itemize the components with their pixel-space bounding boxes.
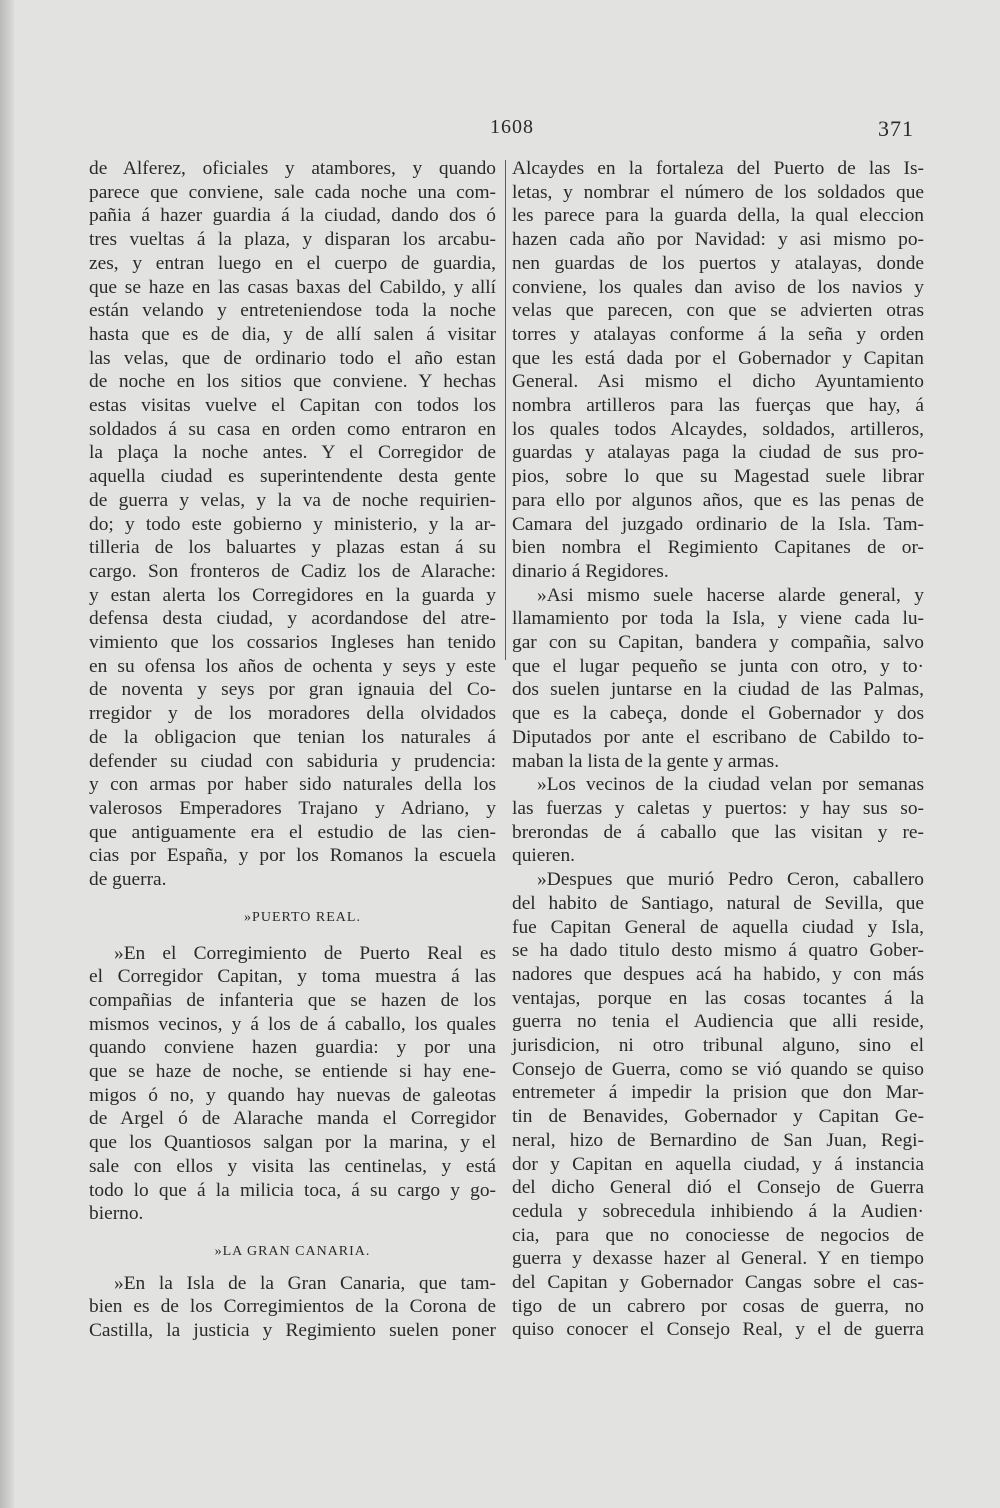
text-line: nen guardas de los puertos y atalayas, donde	[512, 252, 924, 274]
text-line: bien nombra el Regimiento Capitanes de or-	[512, 537, 924, 559]
text-line: guerra y dexasse hazer al General. Y en tiempo	[512, 1248, 924, 1270]
text-line: »En el Corregimiento de Puerto Real es	[114, 942, 496, 964]
text-line: dinario á Regidores.	[512, 560, 669, 582]
text-line: fue Capitan General de aquella ciudad y Isla,	[512, 916, 924, 938]
text-line: las velas, que de ordinario todo el año estan	[89, 347, 496, 369]
text-line: de noventa y seys por gran ignauia del Co-	[89, 679, 496, 701]
text-line: maban la lista de la gente y armas.	[512, 750, 780, 772]
text-line: están velando y entreteniendose toda la noche	[89, 300, 496, 322]
text-line: tin de Benavides, Gobernador y Capitan Ge-	[512, 1106, 924, 1128]
text-line: neral, hizo de Bernardino de San Juan, Regi-	[512, 1129, 924, 1151]
text-line: letas, y nombrar el número de los soldados que	[512, 181, 924, 203]
text-line: sale con ellos y visita las centinelas, y está	[89, 1155, 496, 1177]
text-line: brerondas de á caballo que las visitan y re-	[512, 821, 924, 843]
text-line: los quales todos Alcaydes, soldados, artilleros,	[512, 418, 924, 440]
text-line: y con armas por haber sido naturales della los	[89, 774, 496, 796]
running-header-year: 1608	[490, 116, 534, 138]
text-line: Diputados por ante el escribano de Cabildo to-	[512, 726, 924, 748]
text-line: que los Quantiosos salgan por la marina, y el	[89, 1132, 496, 1154]
text-line: que les está dada por el Gobernador y Capitan	[512, 347, 924, 369]
text-line: tigo de un cabrero por cosas de guerra, no	[512, 1295, 924, 1317]
text-line: conviene, los quales dan aviso de los navios y	[512, 276, 924, 298]
text-line: parece que conviene, sale cada noche una com-	[89, 181, 496, 203]
text-line: compañias de infanteria que se hazen de los	[89, 989, 496, 1011]
text-line: aquella ciudad es superintendente desta gente	[89, 466, 496, 488]
left-column	[89, 157, 496, 1343]
text-line: dor y Capitan en aquella ciudad, y á instancia	[512, 1153, 924, 1175]
text-line: les parece para la guarda della, la qual eleccion	[512, 205, 924, 227]
text-line: de Alferez, oficiales y atambores, y quando	[89, 158, 496, 179]
text-line: de Argel ó de Alarache manda el Corregidor	[89, 1108, 496, 1130]
text-line: se ha dado titulo desto mismo á quatro Gober-	[512, 940, 924, 962]
paragraph	[89, 157, 496, 892]
text-line: del habito de Santiago, natural de Sevilla, que	[512, 892, 924, 914]
text-line: valerosos Emperadores Trajano y Adriano, y	[89, 797, 496, 819]
text-line: que el lugar pequeño se junta con otro, y to·	[512, 655, 924, 677]
text-line: tilleria de los baluartes y plazas estan á su	[89, 537, 496, 559]
text-line: »Los vecinos de la ciudad velan por semanas	[537, 774, 924, 796]
text-line: gar con su Capitan, bandera y compañia, salvo	[512, 632, 924, 654]
text-line: guerra no tenia el Audiencia que alli reside,	[512, 1011, 924, 1033]
text-line: velas que parecen, con que se advierten otras	[512, 300, 924, 322]
text-line: Castilla, la justicia y Regimiento suelen poner	[89, 1320, 496, 1342]
text-line: pañia á hazer guardia á la ciudad, dando dos ó	[89, 205, 496, 227]
section-heading-puerto-real: »PUERTO REAL.	[244, 909, 361, 925]
text-line: Consejo de Guerra, como se vió quando se quiso	[512, 1058, 924, 1080]
text-line: y estan alerta los Corregidores en la guarda y	[89, 584, 496, 606]
text-line: que antiguamente era el estudio de las cien-	[89, 821, 496, 843]
text-line: torres y atalayas conforme á la seña y orden	[512, 323, 924, 345]
text-line: Camara del juzgado ordinario de la Isla. Tam-	[512, 513, 924, 535]
text-line: hasta que es de dia, y de allí salen á visitar	[89, 323, 496, 345]
text-line: del dicho General dió el Consejo de Guerra	[512, 1177, 924, 1199]
text-line: cedula y sobrecedula inhibiendo á la Audien·	[512, 1200, 924, 1222]
text-line: defensa desta ciudad, y acordandose del atre-	[89, 608, 496, 630]
text-line: do; y todo este gobierno y ministerio, y la ar-	[89, 513, 496, 535]
text-line: de guerra y velas, y la va de noche requirien-	[89, 489, 496, 511]
text-line: hazen cada año por Navidad: y asi mismo po-	[512, 229, 924, 251]
text-line: de noche en los sitios que conviene. Y hechas	[89, 371, 496, 393]
text-line: bierno.	[89, 1203, 144, 1225]
text-line: en su ofensa los años de ochenta y seys y este	[89, 655, 496, 677]
text-line: nombra artilleros para las fuerças que hay, á	[512, 395, 924, 417]
text-line: »En la Isla de la Gran Canaria, que tam-	[114, 1272, 496, 1294]
text-line: defender su ciudad con sabiduria y prudencia:	[89, 750, 496, 772]
paragraph	[89, 942, 496, 1226]
text-line: del Capitan y Gobernador Cangas sobre el cas-	[512, 1272, 924, 1294]
text-line: »Despues que murió Pedro Ceron, caballero	[537, 869, 924, 891]
text-line: zes, y entran luego en el cuerpo de guardia,	[89, 252, 496, 274]
text-line: de la obligacion que tenian los naturales á	[89, 726, 496, 748]
text-line: que es la cabeça, donde el Gobernador y dos	[512, 703, 924, 725]
right-column	[512, 157, 924, 1342]
text-line: vimiento que los cossarios Ingleses han tenido	[89, 632, 496, 654]
text-line: »Asi mismo suele hacerse alarde general, y	[537, 584, 924, 606]
text-line: estas visitas vuelve el Capitan con todos los	[89, 395, 496, 417]
text-line: entremeter á impedir la prision que don Mar-	[512, 1082, 924, 1104]
paragraph	[89, 1272, 496, 1343]
paragraph	[512, 868, 924, 1342]
paragraph	[512, 157, 924, 584]
paragraph	[512, 773, 924, 868]
text-line: Alcaydes en la fortaleza del Puerto de las Is-	[512, 158, 924, 179]
text-line: cargo. Son fronteros de Cadiz los de Alarache:	[89, 560, 496, 582]
section-heading-gran-canaria: »LA GRAN CANARIA.	[214, 1243, 371, 1259]
text-line: General. Asi mismo el dicho Ayuntamiento	[512, 371, 924, 393]
text-line: quieren.	[512, 845, 575, 867]
text-line: dos suelen juntarse en la ciudad de las Palmas,	[512, 679, 924, 701]
text-line: rregidor y de los moradores della olvidados	[89, 703, 496, 725]
text-line: pios, sobre lo que su Magestad suele librar	[512, 466, 924, 488]
text-line: para ello por algunos años, que es las penas de	[512, 489, 924, 511]
text-line: cias por España, y por los Romanos la escuela	[89, 845, 496, 867]
text-line: las fuerzas y caletas y puertos: y hay sus so-	[512, 797, 924, 819]
text-line: jurisdicion, ni otro tribunal alguno, sino el	[512, 1035, 924, 1057]
text-line: guardas y atalayas paga la ciudad de sus pro-	[512, 442, 924, 464]
page-number: 371	[878, 116, 914, 141]
text-line: la plaça la noche antes. Y el Corregidor de	[89, 442, 496, 464]
column-divider	[505, 160, 506, 660]
text-line: el Corregidor Capitan, y toma muestra á las	[89, 966, 496, 988]
text-line: quando conviene hazen guardia: y por una	[89, 1037, 496, 1059]
text-line: soldados á su casa en orden como entraron en	[89, 418, 496, 440]
page-edge-shadow	[0, 0, 14, 1508]
text-line: que se haze de noche, se entiende si hay ene-	[89, 1061, 496, 1083]
text-line: mismos vecinos, y á los de á caballo, los quales	[89, 1013, 496, 1035]
text-line: quiso conocer el Consejo Real, y el de guerra	[512, 1319, 924, 1341]
text-line: llamamiento por toda la Isla, y viene cada lu-	[512, 608, 924, 630]
text-line: todo lo que á la milicia toca, á su cargo y go-	[89, 1179, 496, 1201]
text-line: de guerra.	[89, 869, 167, 891]
text-line: cia, para que no conociesse de negocios de	[512, 1224, 924, 1246]
paragraph	[512, 584, 924, 774]
text-line: tres vueltas á la plaza, y disparan los arcabu-	[89, 229, 496, 251]
text-line: nadores que despues acá ha habido, y con más	[512, 963, 924, 985]
text-line: que se haze en las casas baxas del Cabildo, y allí	[89, 276, 496, 298]
text-line: bien es de los Corregimientos de la Corona de	[89, 1296, 496, 1318]
text-line: ventajas, porque en las cosas tocantes á la	[512, 987, 924, 1009]
text-line: migos ó no, y quando hay nuevas de galeotas	[89, 1084, 496, 1106]
